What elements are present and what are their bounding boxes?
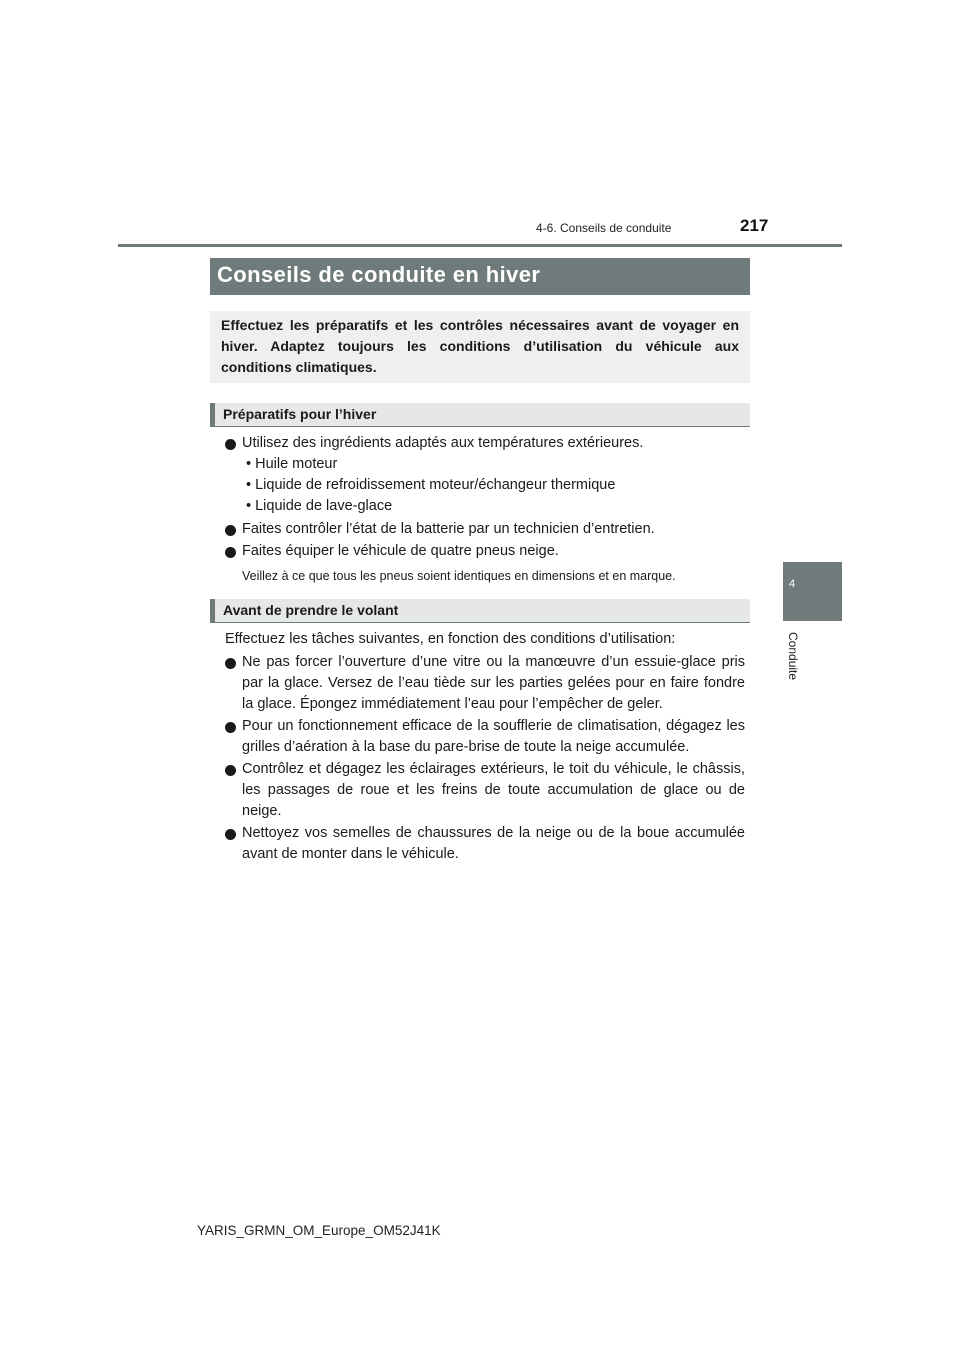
page-number: 217 — [740, 216, 769, 235]
section-intro-text: Effectuez les tâches suivantes, en fonction des conditions d’utilisation: — [225, 631, 676, 647]
list-item: Contrôlez et dégagez les éclairages extérieurs, le toit du véhicule, le châssis, les passages de roue et les freins de toute accumulation de glace ou de neige. — [242, 761, 745, 819]
section-heading-winter-prep: Préparatifs pour l’hiver — [223, 406, 377, 422]
section-heading-before-driving: Avant de prendre le volant — [223, 602, 399, 618]
chapter-tab-number: 4 — [789, 578, 796, 590]
sub-list-item: • Liquide de refroidissement moteur/échangeur thermique — [246, 477, 616, 493]
bullet-icon — [225, 765, 236, 776]
running-header-section: 4-6. Conseils de conduite — [536, 221, 672, 235]
list-item: Faites équiper le véhicule de quatre pneus neige. — [242, 543, 559, 559]
page-title: Conseils de conduite en hiver — [217, 262, 541, 287]
chapter-tab — [783, 562, 842, 621]
intro-text: Effectuez les préparatifs et les contrôles nécessaires avant de voyager en hiver. Adaptez toujours les conditions d’utilisation du véhicule aux conditions climatiques. — [221, 317, 739, 375]
bullet-icon — [225, 829, 236, 840]
note-text: Veillez à ce que tous les pneus soient identiques en dimensions et en marque. — [242, 569, 676, 583]
bullet-icon — [225, 547, 236, 558]
bullet-icon — [225, 525, 236, 536]
section-heading-marker — [210, 403, 215, 426]
list-item: Ne pas forcer l’ouverture d’une vitre ou la manœuvre d’un essuie-glace pris par la glace. Versez de l’eau tiède sur les parties gelées pour en faire fondre la glace. Épongez immédiatement l’eau pour l’empêcher de geler. — [242, 654, 745, 712]
list-item: Pour un fonctionnement efficace de la soufflerie de climatisation, dégagez les grilles d’aération à la base du pare-brise de toute la neige accumulée. — [242, 718, 745, 755]
bullet-icon — [225, 658, 236, 669]
bullet-icon — [225, 722, 236, 733]
chapter-tab-label: Conduite — [786, 632, 800, 681]
sub-list-item-text: Liquide de lave-glace — [255, 498, 393, 514]
footer-document-id: YARIS_GRMN_OM_Europe_OM52J41K — [197, 1223, 441, 1238]
sub-list-item: • Huile moteur — [246, 456, 338, 472]
sub-list-item-text: Liquide de refroidissement moteur/échangeur thermique — [255, 477, 616, 493]
sub-list-item: • Liquide de lave-glace — [246, 498, 393, 514]
list-item: Nettoyez vos semelles de chaussures de la neige ou de la boue accumulée avant de monter dans le véhicule. — [242, 825, 745, 862]
list-item: Faites contrôler l’état de la batterie par un technicien d’entretien. — [242, 521, 655, 537]
bullet-icon — [225, 439, 236, 450]
section-heading-marker — [210, 599, 215, 622]
sub-list-item-text: Huile moteur — [255, 456, 338, 472]
header-rule — [118, 244, 842, 247]
list-item: Utilisez des ingrédients adaptés aux températures extérieures. — [242, 435, 644, 451]
